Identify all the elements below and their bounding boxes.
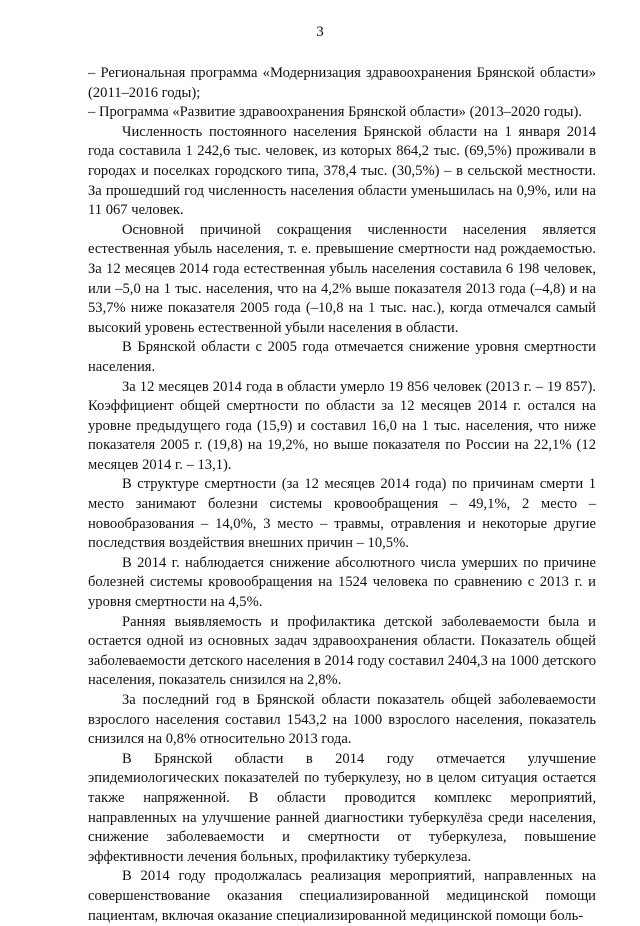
paragraph-tuberculosis: В Брянской области в 2014 году отмечается улучшение эпидемиологических показателей по туберкулезу, но в целом ситуация остается также напряженной. В области проводится комплекс мероприятий, направленных на улучшение ранней диагностики туберкулёза среди населения, снижение заболеваемости и смертности от туберкулеза, повышение эффективности лечения больных, профилактику туберкулеза. xyxy=(88,750,596,865)
paragraph-child-morbidity: Ранняя выявляемость и профилактика детской заболеваемости была и остается одной из основных задач здравоохранения области. Показатель общей заболеваемости детского населения в 2014 году составил 2404,3 на 1000 детского населения, показатель снизился на 2,8%. xyxy=(88,613,596,689)
document-body xyxy=(88,64,596,926)
paragraph-deaths-count: За 12 месяцев 2014 года в области умерло 19 856 человек (2013 г. – 19 857). Коэффициент общей смертности по области за 12 месяцев 2014 г. остался на уровне предыдущего года (15,9) и составил 16,0 на 1 тыс. населения, что ниже показателя 2005 г. (19,8) на 19,2%, но выше показателя по России на 22,1% (12 месяцев 2014 г. – 13,1). xyxy=(88,378,596,473)
program-item-modernization: – Региональная программа «Модернизация здравоохранения Брянской области» (2011–2016 годы); xyxy=(88,65,596,101)
paragraph-population: Численность постоянного населения Брянской области на 1 января 2014 года составила 1 242,6 тыс. человек, из которых 864,2 тыс. (69,5%) проживали в городах и поселках городского типа, 378,4 тыс. (30,5%) – в сельской местности. За прошедший год численность населения области уменьшилась на 0,9%, или на 11 067 человек. xyxy=(88,123,596,219)
paragraph-circulatory-decline: В 2014 г. наблюдается снижение абсолютного числа умерших по причине болезней системы кровообращения на 1524 человека по сравнению с 2013 г. и уровня смертности на 4,5%. xyxy=(88,554,596,611)
page-number: 3 xyxy=(316,24,324,40)
program-item-development: – Программа «Развитие здравоохранения Брянской области» (2013–2020 годы). xyxy=(88,104,582,121)
paragraph-adult-morbidity: За последний год в Брянской области показатель общей заболеваемости взрослого населения составил 1543,2 на 1000 взрослого населения, показатель снизился на 0,8% относительно 2013 года. xyxy=(88,692,596,748)
paragraph-causes-of-death: В структуре смертности (за 12 месяцев 2014 года) по причинам смерти 1 место занимают болезни системы кровообращения – 49,1%, 2 место – новообразования – 14,0%, 3 место – травмы, отравления и некоторые другие последствия воздействия внешних причин – 10,5%. xyxy=(88,476,596,552)
paragraph-natural-decline: Основной причиной сокращения численности населения является естественная убыль населения, т. е. превышение смертности над рождаемостью. За 12 месяцев 2014 года естественная убыль населения составила 6 198 человек, или –5,0 на 1 тыс. населения, что на 4,2% выше показателя 2013 года (–4,8) и на 53,7% ниже показателя 2005 года (–10,8 на 1 тыс. нас.), когда отмечался самый высокий уровень естественной убыли населения в области. xyxy=(88,221,596,336)
paragraph-specialized-care: В 2014 году продолжалась реализация мероприятий, направленных на совершенствование оказания специализированной медицинской помощи пациентам, включая оказание специализированной медицинской помощи боль- xyxy=(88,868,596,924)
paragraph-mortality-trend: В Брянской области с 2005 года отмечается снижение уровня смертности населения. xyxy=(88,339,596,375)
